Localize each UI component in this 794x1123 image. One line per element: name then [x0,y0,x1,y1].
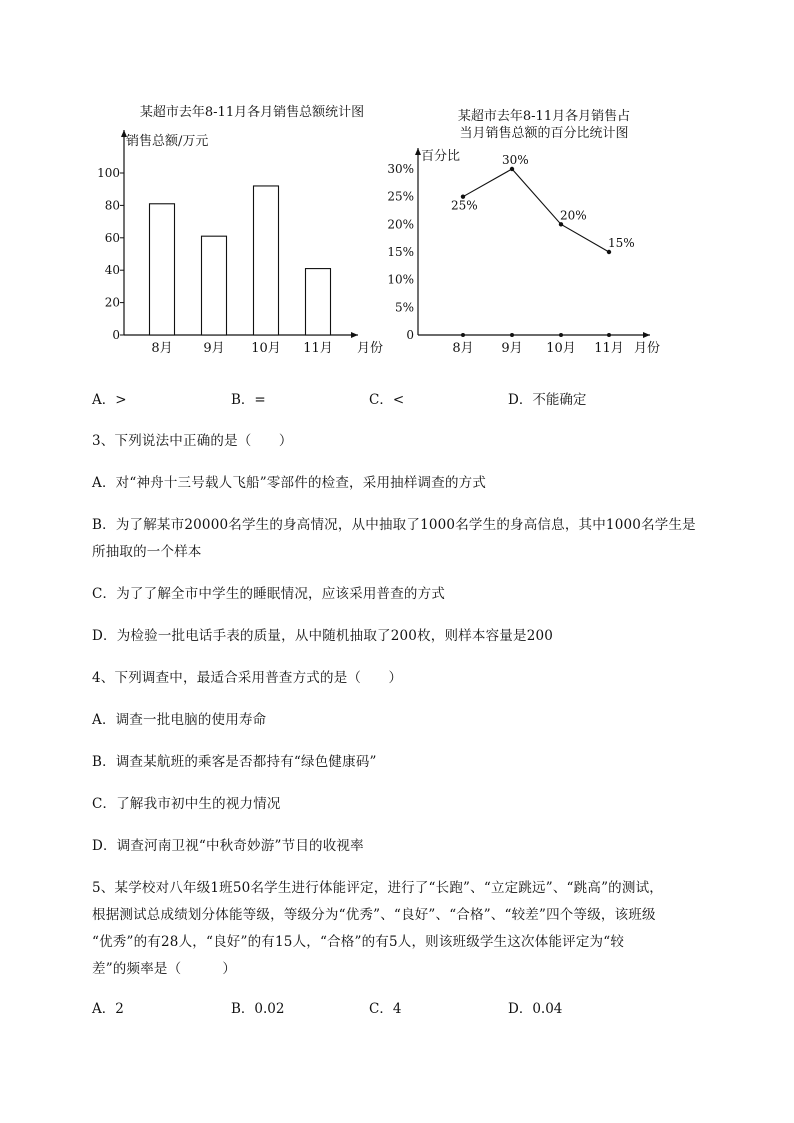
line-chart-axis-dot [559,333,563,337]
bar-chart-bar [202,236,227,335]
q2-option-c[interactable]: C．< [369,392,405,408]
line-chart-y-tick-label: 15% [387,245,414,259]
line-chart-y-tick-label: 10% [387,272,414,287]
line-chart-point [559,222,563,226]
line-chart-y-label: 百分比 [421,149,461,164]
line-chart-x-tick-label: 9月 [501,341,523,356]
bar-chart [97,104,383,356]
q4-option-b[interactable]: B．调查某航班的乘客是否都持有“绿色健康码” [92,754,377,770]
q5-stem-line1: 5、某学校对八年级1班50名学生进行体能评定，进行了“长跑”、“立定跳远”、“跳高”的测试， [92,880,663,896]
q4-option-c[interactable]: C．了解我市初中生的视力情况 [92,796,281,812]
bar-chart-bar [306,269,331,335]
line-chart-point [510,167,514,171]
line-chart-y-tick-label: 25% [387,189,414,204]
q4-stem: 4、下列调查中，最适合采用普查方式的是（ ） [92,670,403,686]
line-chart-title-line2: 当月销售总额的百分比统计图 [459,126,629,141]
line-chart-y-tick-label: 20% [387,217,414,232]
charts-area [0,0,794,370]
line-chart-y-tick-label: 0 [406,328,414,342]
line-chart-point-label: 30% [502,153,529,167]
q5-option-d[interactable]: D．0.04 [508,1001,563,1017]
q5-stem-line3: “优秀”的有28人，“良好”的有15人，“合格”的有5人，则该班级学生这次体能评定为“较 [92,934,625,950]
q5-stem-line2: 根据测试总成绩划分体能等级，等级分为“优秀”、“良好”、“合格”、“较差”四个等级，该班级 [92,907,656,923]
line-chart [387,108,660,356]
q2-option-a[interactable]: A．> [92,392,127,408]
q5-option-b[interactable]: B．0.02 [231,1001,285,1017]
q3-option-b-line2[interactable]: 所抽取的一个样本 [92,544,202,560]
q3-option-d[interactable]: D．为检验一批电话手表的质量，从中随机抽取了200枚，则样本容量是200 [92,628,554,644]
line-chart-point-label: 20% [560,208,587,223]
bar-chart-y-tick-label: 80 [104,198,120,213]
line-chart-axis-dot [461,333,465,337]
q2-option-d[interactable]: D．不能确定 [508,392,587,408]
bar-chart-x-tick-label: 8月 [151,341,173,356]
q3-option-c[interactable]: C．为了了解全市中学生的睡眠情况，应该采用普查的方式 [92,586,446,602]
bar-chart-bar [254,186,279,335]
line-chart-point-label: 15% [608,236,635,250]
q4-option-d[interactable]: D．调查河南卫视“中秋奇妙游”节目的收视率 [92,838,364,854]
q5-stem-line4: 差”的频率是（ ） [92,961,237,977]
line-chart-point-label: 25% [451,198,478,213]
line-chart-y-tick-label: 30% [387,162,414,176]
line-chart-series-line [463,169,609,252]
bar-chart-x-tick-label: 10月 [251,341,281,356]
q5-option-a[interactable]: A．2 [92,1001,124,1017]
q3-stem: 3、下列说法中正确的是（ ） [92,433,293,449]
bar-chart-y-tick-label: 20 [104,295,120,310]
line-chart-axis-dot [510,333,514,337]
bar-chart-x-label: 月份 [357,341,384,356]
bar-chart-y-tick-label: 100 [97,166,120,180]
q2-option-b[interactable]: B．= [231,392,266,408]
bar-chart-x-tick-label: 11月 [303,341,333,356]
q3-option-b-line1[interactable]: B．为了解某市20000名学生的身高情况，从中抽取了1000名学生的身高信息，其中1000名学生是 [92,517,696,533]
bar-chart-title: 某超市去年8-11月各月销售总额统计图 [139,105,365,120]
line-chart-title-line1: 某超市去年8-11月各月销售占 [457,109,631,124]
q3-option-a[interactable]: A．对“神舟十三号载人飞船”零部件的检查，采用抽样调查的方式 [92,475,487,491]
bar-chart-y-label: 销售总额/万元 [126,134,209,149]
bar-chart-y-tick-label: 40 [104,263,120,278]
q5-option-c[interactable]: C．4 [369,1001,402,1017]
bar-chart-bar [150,204,175,335]
line-chart-axis-dot [607,333,611,337]
bar-chart-y-tick-label: 0 [112,328,120,342]
line-chart-x-tick-label: 10月 [546,341,576,356]
q4-option-a[interactable]: A．调查一批电脑的使用寿命 [92,712,267,728]
bar-chart-y-tick-label: 60 [104,230,120,245]
line-chart-x-tick-label: 11月 [594,341,624,356]
line-chart-x-label: 月份 [634,341,661,356]
line-chart-y-tick-label: 5% [394,300,414,315]
bar-chart-x-tick-label: 9月 [203,341,225,356]
line-chart-x-tick-label: 8月 [452,341,474,356]
line-chart-point [607,250,611,254]
